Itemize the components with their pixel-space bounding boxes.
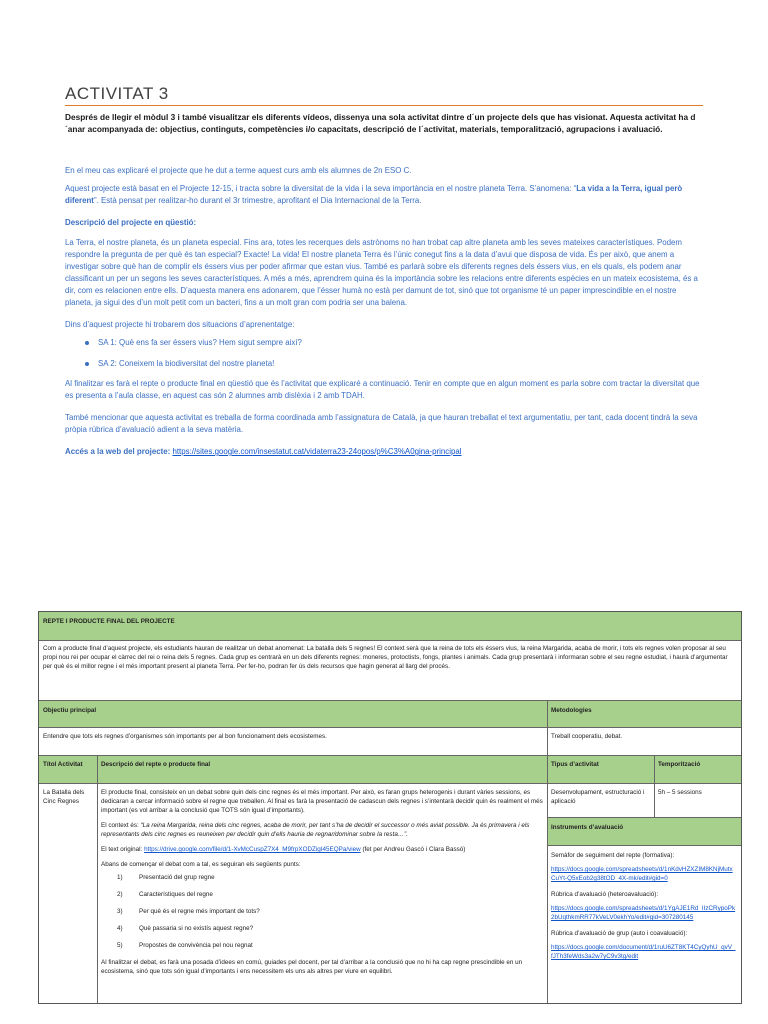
assessment-1-label: Semàfor de seguiment del repte (formativa): (551, 852, 675, 859)
assessment-1-link[interactable]: https://docs.google.com/spreadsheets/d/1nKdvHZXZIM8KNjMutxCuYt-Q5xEob2g38tOD_4X-mk/edit#gid=0 (551, 866, 733, 882)
final-product-table (38, 611, 742, 1004)
learning-situations-list (65, 337, 705, 379)
bullet-icon (85, 362, 89, 366)
paragraph-situations: Dins d’aquest projecte hi trobarem dos situacions d’aprenentatge: (65, 320, 295, 329)
timing-cell: 5h – 5 sessions (658, 789, 702, 796)
table-intro-cell: Com a producte final d’aquest projecte, els estudiants hauran de realitzar un debat anomenat: La batalla dels 5 regnes! El context serà que la reina de tots els éssers vius, la reina Margarida, acaba de morir, i tots els regnes volen proposar al seu propi nou rei per ocupar el càrrec del rei o reina dels 5 regnes. Cada grup es centrarà en un dels diferents regnes: moneres, protoctists, fongs, plantes i animals. Cada grup presentarà i informaran sobre el seu regne estudiat, i haurà d’argumentar per què és el millor regne i el més important present al planeta Terra. Per fer-ho, podran fer ús dels recursos que hagin generat al llarg del procés. (43, 645, 728, 670)
activity-title: ACTIVITAT 3 (65, 84, 169, 103)
description-header: Descripció del repte o producte final (97, 755, 547, 783)
list-item: 5) Propostes de convivència pel nou regnat (117, 942, 253, 949)
objective-cell: Entendre que tots els regnes d’organismes són importants per al bon funcionament dels ecosistemes. (43, 733, 327, 740)
assessment-cell (547, 845, 741, 1003)
original-text-link[interactable]: https://drive.google.com/file/d/1-XvMcCuspZ7X4_M9frpXODZigI45EQPa/view (144, 846, 361, 853)
activity-type-header: Tipus d’activitat (547, 755, 654, 783)
grid-line (547, 845, 741, 846)
conclusion-paragraph: Al finalitzar el debat, es farà una posada d’idees en comú, guiades pel docent, per tal d’arribar a la conclusió que no hi ha cap regne prescindible en un ecosistema, sinó que tots són igual d’importants i ens necessitem els uns als altres per viure en equilibri. (101, 959, 523, 975)
project-basis-text-b: ”. Està pensat per realitzar-ho durant el 3r trimestre, aprofitant el Dia Internacional de la Terra. (93, 196, 422, 205)
list-item: 3) Per què és el regne més important de tots? (117, 908, 260, 915)
assessment-3-label: Rúbrica d’avaluació de grup (auto i coavaluació): (551, 930, 688, 937)
paragraph-description: La Terra, el nostre planeta, és un planeta especial. Fins ara, totes les recerques dels astrònoms no han trobat cap altre planeta amb les seves mateixes característiques. Podem respondre la pregunta de per què és tan especial? Exacte! La vida! El nostre planeta Terra és l’únic conegut fins a la data d’avui que disposa de vida. És per això, que anem a investigar sobre què han de complir els éssers vius per poder afirmar que estan vius. També es parlarà sobre els diferents regnes dels éssers vius, en els quals, els podem anar classificant un per un segons les seves característiques. A més a més, aprendrem quina és la importància sobre les relacions entre diferents espècies en un mateix ecosistema, és a dir, com es relacionen entre ells. D’aquesta manera ens adonarem, que l’ésser humà no està per damunt de tot, sinó que tot organisme té un paper imprescindible en el nostre planeta, ja sigui des d’un molt petit com un bacteri, fins a un molt gran com podria ser una balena. (65, 238, 698, 307)
list-item: 4) Què passaria si no existís aquest regne? (117, 925, 254, 932)
grid-line (39, 755, 741, 756)
description-cell (97, 783, 547, 1003)
bullet-icon (85, 341, 89, 345)
activity-instructions: Després de llegir el mòdul 3 i també visualitzar els diferents vídeos, dissenya una sola activitat dintre d´un projecte dels que has visionat. Aquesta activitat ha d´anar acompanyada de: objectius, continguts, competències i/o capacitats, descripció de l´activitat, materials, temporalització, agrupacions i avaluació. (65, 112, 696, 134)
activity-title-header: Títol Activitat (39, 755, 97, 783)
timing-header: Temporització (654, 755, 741, 783)
context-paragraph: El context és: “La reina Margarida, reina dels cinc regnes, acaba de morir, per tant s’ha de decidir el successor o més aviat possible. Ja és primavera i els representants dels cinc regnes es reuneixen per decidir quin d’ells hauria de regnar/dominar sobre la resta…”. (101, 822, 530, 838)
web-label: Accés a la web del projecte: (65, 447, 171, 456)
assessment-2-label: Rúbrica d’avaluació (heteroavaluació): (551, 891, 659, 898)
grid-line (39, 783, 741, 784)
project-name: La vida a la Terra, igual però diferent (65, 184, 683, 205)
assessment-3 (551, 943, 737, 961)
paragraph-project-basis (65, 183, 705, 207)
project-web-link[interactable]: https://sites.google.com/insestatut.cat/vidaterra23-24opos/p%C3%A0gina-principal (172, 447, 462, 456)
activity-title-cell: La Batalla dels Cinc Regnes (43, 789, 85, 805)
grid-line (39, 640, 741, 641)
list-item: SA 2: Coneixem la biodiversitat del nostre planeta! (65, 358, 705, 379)
steps-intro: Abans de començar el debat com a tal, es seguiran els següents punts: (101, 861, 301, 868)
project-basis-text-a: Aquest projecte està basat en el Projecte 12-15, i tracta sobre la diversitat de la vida i la seva importància en el nostre planeta Terra. S’anomena: “ (65, 184, 577, 193)
table-header: REPTE I PRODUCTE FINAL DEL PROJECTE (39, 612, 741, 640)
description-heading: Descripció del projecte en qüestió: (65, 218, 197, 227)
original-text-paragraph: El text original: https://drive.google.com/file/d/1-XvMcCuspZ7X4_M9frpXODZigI45EQPa/view (fet per Andreu Gascó i Clara Bassó) (101, 846, 466, 853)
project-web-access (65, 446, 705, 458)
grid-line (39, 727, 741, 728)
grid-line (39, 700, 741, 701)
list-item: 1) Presentació del grup regne (117, 874, 215, 881)
assessment-header: Instruments d’avaluació (547, 817, 741, 845)
paragraph-intro: En el meu cas explicaré el projecte que he dut a terme aquest curs amb els alumnes de 2n ESO C. (65, 166, 412, 175)
methodologies-cell: Treball cooperatiu, debat. (551, 733, 623, 740)
grid-line (654, 755, 655, 817)
paragraph-final-product: Al finalitzar es farà el repte o producte final en qüestió que és l’activitat que explicaré a continuació. Tenir en compte que en algun moment es parla sobre com tractar la diversitat que es presenta a l’aula classe, en aquest cas són 2 alumnes amb dislèxia i 2 amb TDAH. (65, 379, 700, 400)
list-item: 2) Característiques del regne (117, 891, 213, 898)
context-quote: “La reina Margarida, reina dels cinc regnes, acaba de morir, per tant s’ha de decidir el successor o més aviat possible. Ja és primavera i els representants dels cinc regnes es reuneixen per decidir quin d’ells hauria de regnar/dominar sobre la resta…”. (101, 822, 530, 838)
assessment-1 (551, 865, 737, 883)
paragraph-coordination: També mencionar que aquesta activitat es treballa de forma coordinada amb l’assignatura de Català, ja que hauran treballat el text argumentatiu, per tant, cada docent tindrà la seva pròpia rúbrica d’avaluació adient a la seva matèria. (65, 413, 698, 434)
title-underline (65, 105, 703, 106)
debate-steps-list (101, 873, 543, 958)
assessment-3-link[interactable]: https://docs.google.com/document/d/1ruU6ZT8KT4CyQyhU_qvV_fJTh3feWds3a2w7yC9v3tg/edit (551, 944, 736, 960)
grid-line (547, 700, 548, 1003)
assessment-2-link[interactable]: https://docs.google.com/spreadsheets/d/1YgAJE1Rd_IIzCRypoPk2bUqthkmRR77kVeLV0ekhYo/edit#gid=307280145 (551, 905, 736, 921)
methodologies-header: Metodologies (547, 700, 741, 727)
activity-type-cell: Desenvolupament, estructuració i aplicació (551, 789, 645, 805)
grid-line (547, 817, 741, 818)
description-paragraph: El producte final, consisteix en un debat sobre quin dels cinc regnes és el més important. Per això, es faran grups heterogenis i durant vàries sessions, es dedicaran a cercar informació sobre el regne que treballen. Al final es farà la presentació de cadascun dels regnes i s’intentarà decidir quin és realment el més important (es vol arribar a la conclusió que TOTS són igual d’importants). (101, 789, 543, 814)
grid-line (97, 755, 98, 1003)
list-item: SA 1: Què ens fa ser éssers vius? Hem sigut sempre així? (65, 337, 705, 358)
objective-header: Objectiu principal (39, 700, 547, 727)
assessment-2 (551, 904, 737, 922)
